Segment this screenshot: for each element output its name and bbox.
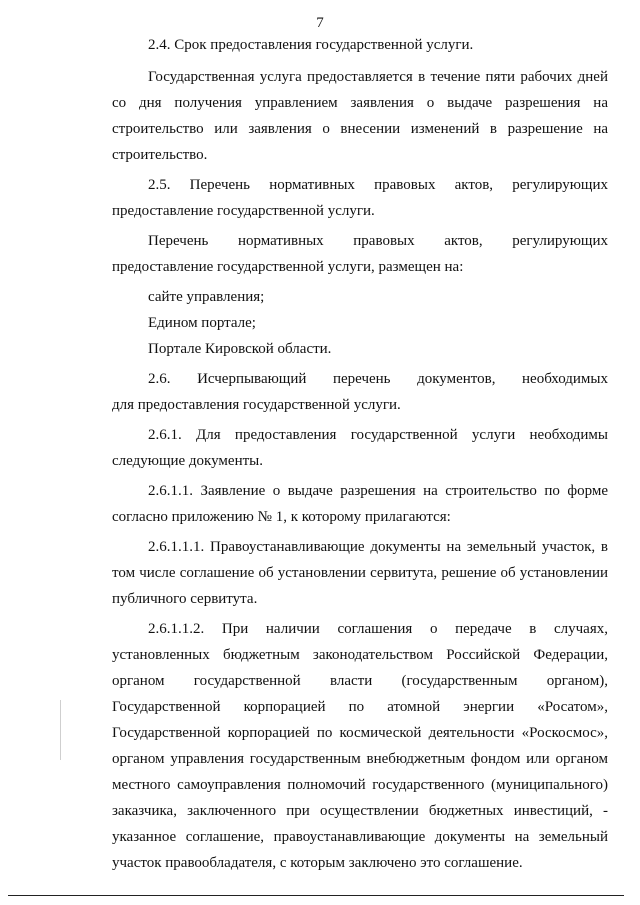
text-line: строительство или заявления о внесении изменений в разрешение на	[112, 121, 608, 137]
text-line: Перечень нормативных правовых актов, регулирующих	[148, 233, 608, 249]
scan-margin-mark	[60, 700, 61, 760]
text-line: предоставление государственной услуги, размещен на:	[112, 259, 464, 275]
footer-rule	[8, 895, 624, 896]
text-line: 2.6.1.1.1. Правоустанавливающие документы на земельный участок, в	[148, 539, 608, 555]
text-line: органом управления государственным внебюджетным фондом или органом	[112, 751, 608, 767]
text-line: для предоставления государственной услуги.	[112, 397, 401, 413]
section-2-4-body	[112, 64, 608, 168]
text-line: согласно приложению № 1, к которому прилагаются:	[112, 509, 451, 525]
page-number: 7	[316, 15, 324, 31]
text-line: 2.6.1. Для предоставления государственной услуги необходимы	[148, 427, 608, 443]
text-line: следующие документы.	[112, 453, 263, 469]
text-line: 2.6. Исчерпывающий перечень документов, необходимых	[148, 371, 608, 387]
text-line: указанное соглашение, правоустанавливающие документы на земельный	[112, 829, 608, 845]
text-line: заказчика, заключенного при осуществлении бюджетных инвестиций, -	[112, 803, 608, 819]
text-line: органом государственной власти (государственным органом),	[112, 673, 608, 689]
text-line: Государственной корпорацией по космической деятельности «Роскосмос»,	[112, 725, 608, 741]
section-2-6-1-1	[112, 478, 608, 530]
text-line: местного самоуправления полномочий государственного (муниципального)	[112, 777, 608, 793]
text-line: Государственная услуга предоставляется в течение пяти рабочих дней	[148, 69, 608, 85]
section-2-5-heading	[112, 172, 608, 224]
section-2-6-1-1-2	[112, 616, 608, 876]
section-2-6-heading	[112, 366, 608, 418]
text-line: строительство.	[112, 147, 208, 163]
text-line: том числе соглашение об установлении сервитута, решение об установлении	[112, 565, 608, 581]
text-line: 2.5. Перечень нормативных правовых актов, регулирующих	[148, 177, 608, 193]
text-line: 2.6.1.1.2. При наличии соглашения о передаче в случаях,	[148, 621, 608, 637]
text-line: Государственной корпорацией по атомной энергии «Росатом»,	[112, 699, 608, 715]
section-2-5-body	[112, 228, 608, 280]
text-line: предоставление государственной услуги.	[112, 203, 375, 219]
text-line: установленных бюджетным законодательством Российской Федерации,	[112, 647, 608, 663]
list-item: Едином портале;	[148, 315, 256, 331]
text-line: 2.6.1.1. Заявление о выдаче разрешения на строительство по форме	[148, 483, 608, 499]
section-2-4-heading: 2.4. Срок предоставления государственной услуги.	[148, 37, 474, 53]
section-2-6-1	[112, 422, 608, 474]
text-line: участок правообладателя, с которым заключено это соглашение.	[112, 855, 523, 871]
text-line: со дня получения управлением заявления о выдаче разрешения на	[112, 95, 608, 111]
list-item: Портале Кировской области.	[148, 341, 332, 357]
publication-list	[112, 284, 608, 362]
section-2-6-1-1-1	[112, 534, 608, 612]
list-item: сайте управления;	[148, 289, 265, 305]
text-line: публичного сервитута.	[112, 591, 258, 607]
document-body	[112, 32, 608, 876]
